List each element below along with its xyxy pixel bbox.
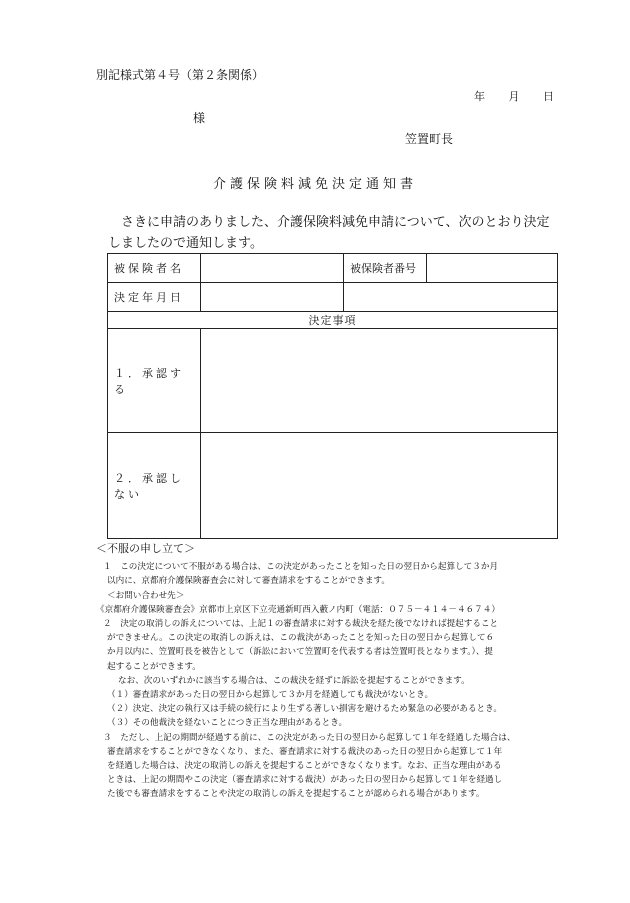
form-identifier: 別記様式第４号（第２条関係）	[96, 68, 265, 82]
note-line: を経過した場合は、決定の取消しの訴えを提起することができなくなります。なお、正当な理由がある	[107, 761, 502, 772]
note-line: （３）その他裁決を経ないことにつき正当な理由があるとき。	[107, 718, 348, 729]
note-line: ＜お問い合わせ先＞	[107, 590, 185, 601]
appeal-notes	[96, 542, 515, 802]
table-row	[108, 283, 558, 312]
table-row	[108, 254, 558, 283]
body-paragraph: さきに申請のありました、介護保険料減免申請について、次のとおり決定しましたので通知します。	[108, 215, 550, 251]
decision-date-field[interactable]	[201, 283, 344, 312]
note-line: 以内に、京都府介護保険審査会に対して審査請求をすることができます。	[107, 576, 390, 587]
note-line: 審査請求をすることができなくなり、また、審査請求に対する裁決のあった日の翌日から起算して１年	[107, 746, 503, 757]
insured-name-field[interactable]	[201, 254, 344, 283]
note-line: ３ ただし、上記の期間が経過する前に、この決定があった日の翌日から起算して１年を経過した場合は、	[103, 732, 516, 743]
note-line: （１）審査請求があった日の翌日から起算して３か月を経過しても裁決がないとき。	[107, 690, 434, 701]
table-row	[108, 329, 558, 433]
section-header: 決定事項	[108, 312, 558, 329]
notes-heading: ＜不服の申し立て＞	[96, 542, 195, 555]
note-line: 《京都府介護保険審査会》京都市上京区下立売通新町西入藪ノ内町（電話：０７５－４１４－４６７４）	[96, 604, 500, 615]
note-line: ときは、上記の期間やこの決定（審査請求に対する裁決）があった日の翌日から起算して１年を経過し	[107, 775, 503, 786]
date-line: 年 月 日	[474, 90, 554, 103]
issuer-name: 笠置町長	[405, 132, 454, 146]
approve-content-field[interactable]	[201, 329, 558, 433]
note-line: た後でも審査請求をすることや決定の取消しの訴えを提起することが認められる場合があります。	[107, 789, 485, 800]
note-line: ができません。この決定の取消しの訴えは、この裁決があったことを知った日の翌日から起算して６	[107, 633, 495, 644]
note-line: （２）決定、決定の執行又は手続の続行により生ずる著しい損害を避けるため緊急の必要があるとき。	[107, 704, 502, 715]
table-row	[108, 433, 558, 539]
reject-label: ２．承認しない	[108, 433, 201, 539]
document-title: 介護保険料減免決定通知書	[212, 177, 417, 192]
blank-cell	[344, 283, 558, 312]
approve-label: １．承認する	[108, 329, 201, 433]
addressee-suffix: 様	[193, 111, 206, 125]
decision-date-label: 決定年月日	[108, 283, 201, 312]
note-line: 起することができます。	[107, 661, 201, 672]
insured-number-field[interactable]	[427, 254, 558, 283]
reject-content-field[interactable]	[201, 433, 558, 539]
table-row	[108, 312, 558, 329]
insured-number-label: 被保険者番号	[344, 254, 427, 283]
note-line: か月以内に、笠置町長を被告として（訴訟において笠置町を代表する者は笠置町長となります。）、提	[107, 647, 494, 658]
note-line: １ この決定について不服がある場合は、この決定があったことを知った日の翌日から起算して３か月	[103, 562, 499, 573]
insured-name-label: 被保険者名	[108, 254, 201, 283]
note-line: ２ 決定の取消しの訴えについては、上記１の審査請求に対する裁決を経た後でなければ提起すること	[103, 619, 499, 630]
note-line: なお、次のいずれかに該当する場合は、この裁決を経ずに訴訟を提起することができます。	[118, 675, 470, 686]
decision-table	[107, 253, 558, 539]
